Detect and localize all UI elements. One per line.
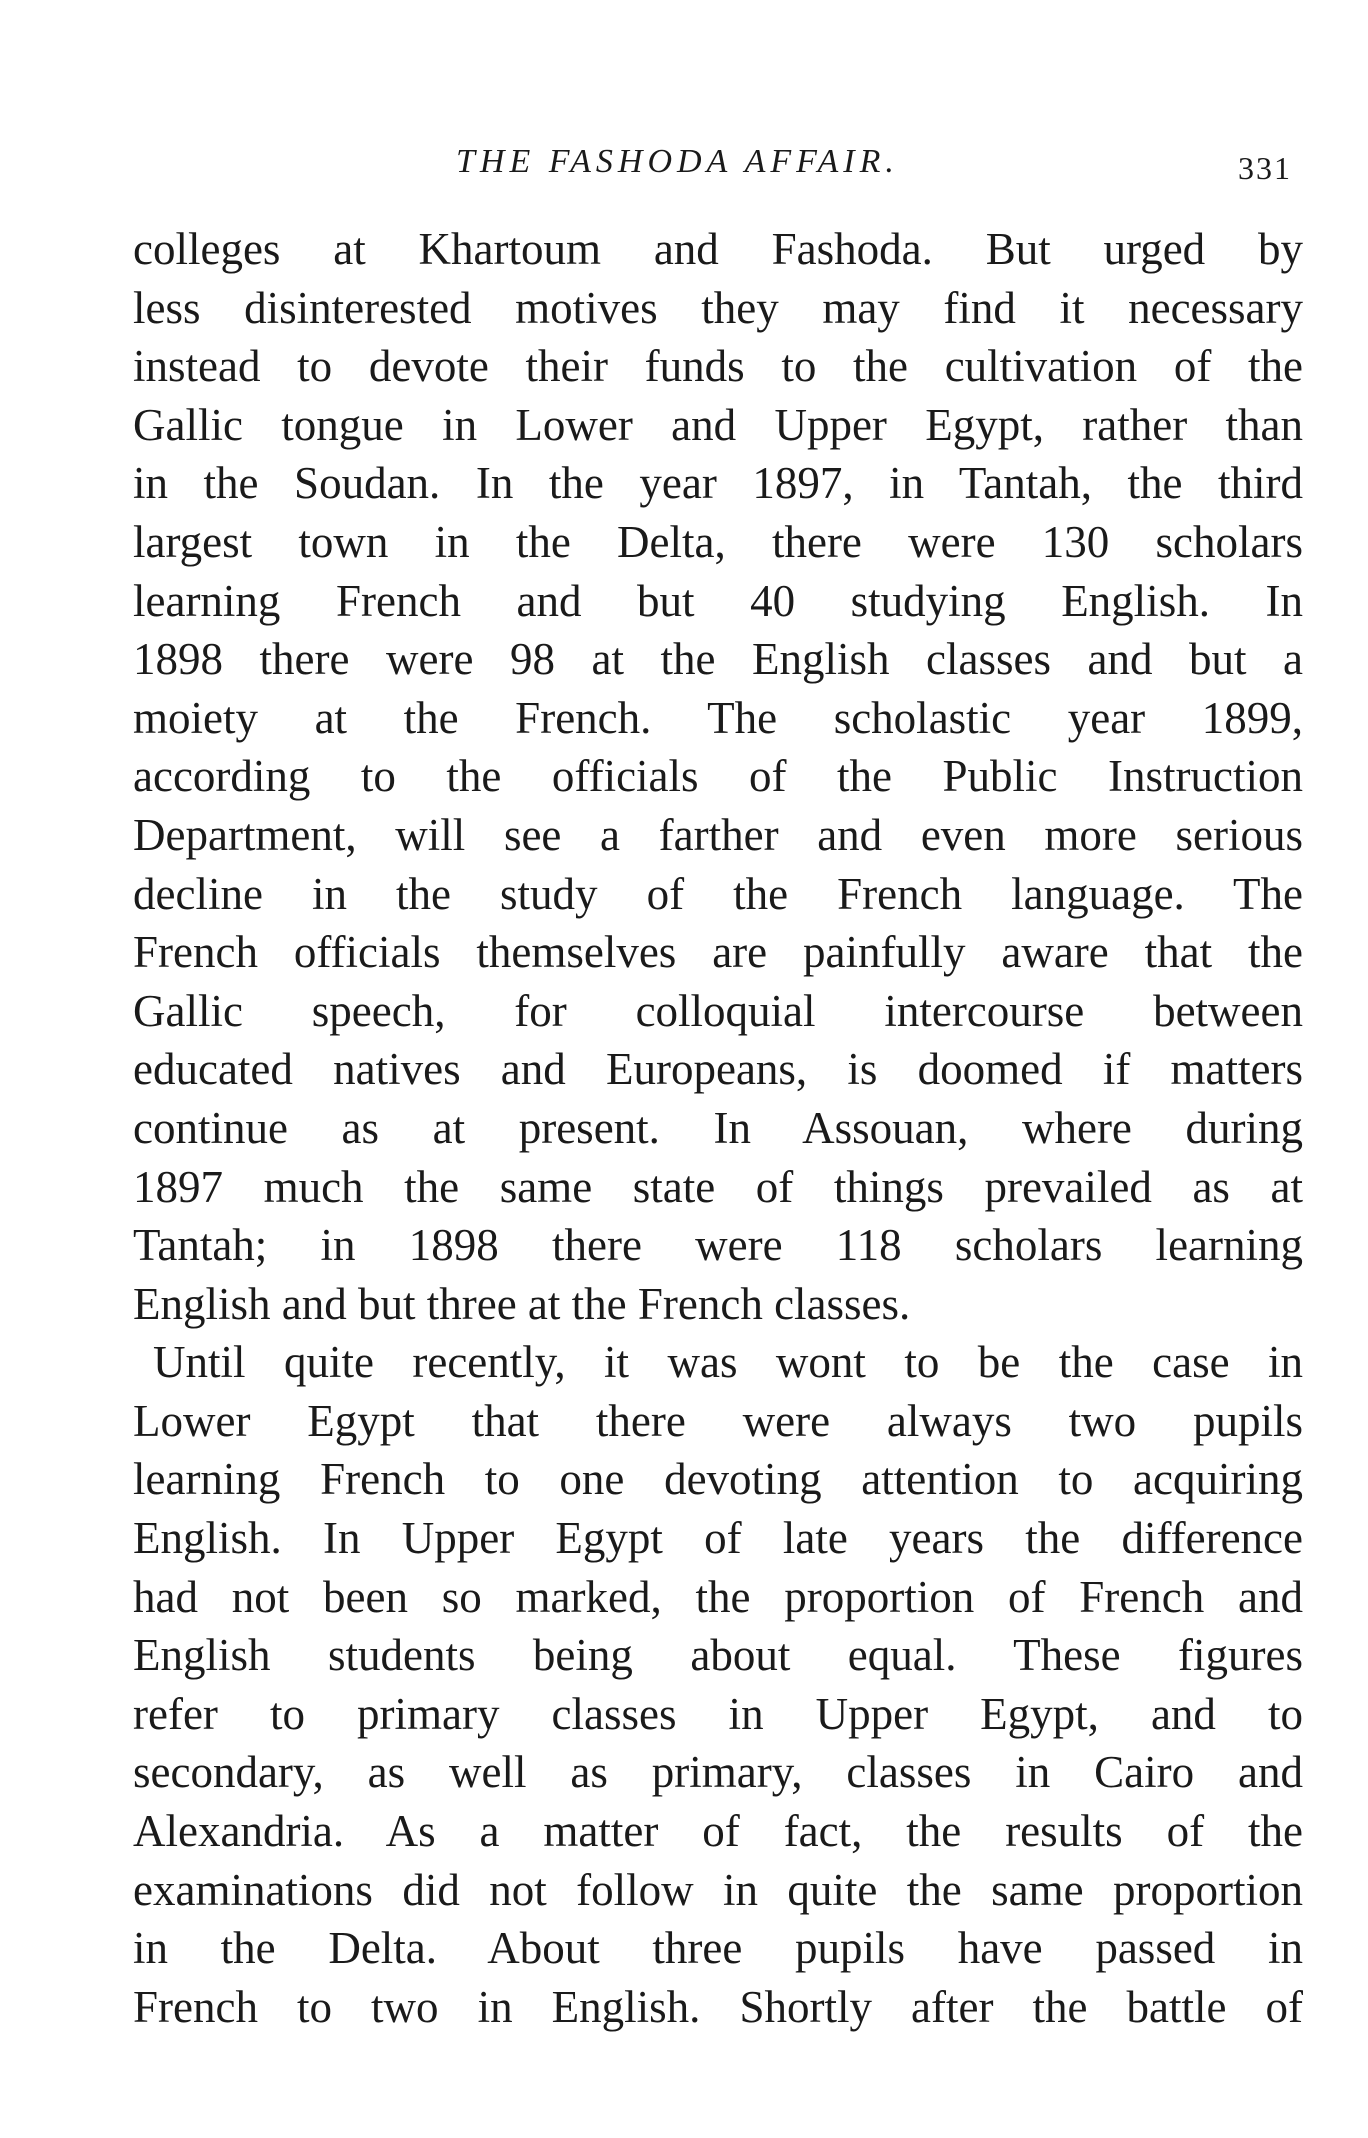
text-line: Tantah; in 1898 there were 118 scholars learning (133, 1220, 1303, 1271)
running-title: THE FASHODA AFFAIR. (456, 143, 899, 180)
text-line: in the Soudan. In the year 1897, in Tantah, the third (133, 458, 1303, 509)
text-line: colleges at Khartoum and Fashoda. But urged by (133, 224, 1303, 274)
text-line: Alexandria. As a matter of fact, the results of the (133, 1806, 1303, 1857)
page-number: 331 (1238, 150, 1292, 186)
text-line: less disinterested motives they may find it necessary (133, 282, 1303, 333)
text-line: English. In Upper Egypt of late years the difference (133, 1513, 1303, 1564)
text-line: largest town in the Delta, there were 130 scholars (133, 516, 1303, 567)
text-line: learning French to one devoting attention to acquiring (133, 1454, 1303, 1505)
text-line: Department, will see a farther and even more serious (133, 809, 1303, 860)
text-line: learning French and but 40 studying English. In (133, 575, 1303, 626)
text-line: educated natives and Europeans, is doomed if matters (133, 1044, 1303, 1095)
text-line: Gallic tongue in Lower and Upper Egypt, rather than (133, 399, 1303, 450)
paragraph-last-line: English and but three at the French classes. (133, 1278, 911, 1329)
text-line: according to the officials of the Public Instruction (133, 751, 1303, 802)
paragraph-first-line: Until quite recently, it was wont to be the case in (153, 1337, 1303, 1388)
text-line: Lower Egypt that there were always two pupils (133, 1395, 1303, 1446)
text-line: 1898 there were 98 at the English classes and but a (133, 634, 1303, 685)
text-line: French to two in English. Shortly after the battle of (133, 1981, 1303, 2032)
text-line: secondary, as well as primary, classes in Cairo and (133, 1747, 1303, 1798)
text-line: French officials themselves are painfully aware that the (133, 927, 1303, 978)
text-line: in the Delta. About three pupils have passed in (133, 1923, 1303, 1974)
body-text (133, 220, 1303, 2036)
text-line: Gallic speech, for colloquial intercourse between (133, 985, 1303, 1036)
text-line: moiety at the French. The scholastic year 1899, (133, 692, 1303, 743)
running-head (0, 142, 1368, 186)
text-line: decline in the study of the French language. The (133, 868, 1303, 919)
text-line: examinations did not follow in quite the same proportion (133, 1864, 1303, 1915)
text-line: had not been so marked, the proportion of French and (133, 1571, 1303, 1622)
text-line: English students being about equal. These figures (133, 1630, 1303, 1681)
text-line: instead to devote their funds to the cultivation of the (133, 341, 1303, 392)
text-line: 1897 much the same state of things prevailed as at (133, 1161, 1303, 1212)
text-line: continue as at present. In Assouan, where during (133, 1102, 1303, 1153)
text-line: refer to primary classes in Upper Egypt, and to (133, 1688, 1303, 1739)
